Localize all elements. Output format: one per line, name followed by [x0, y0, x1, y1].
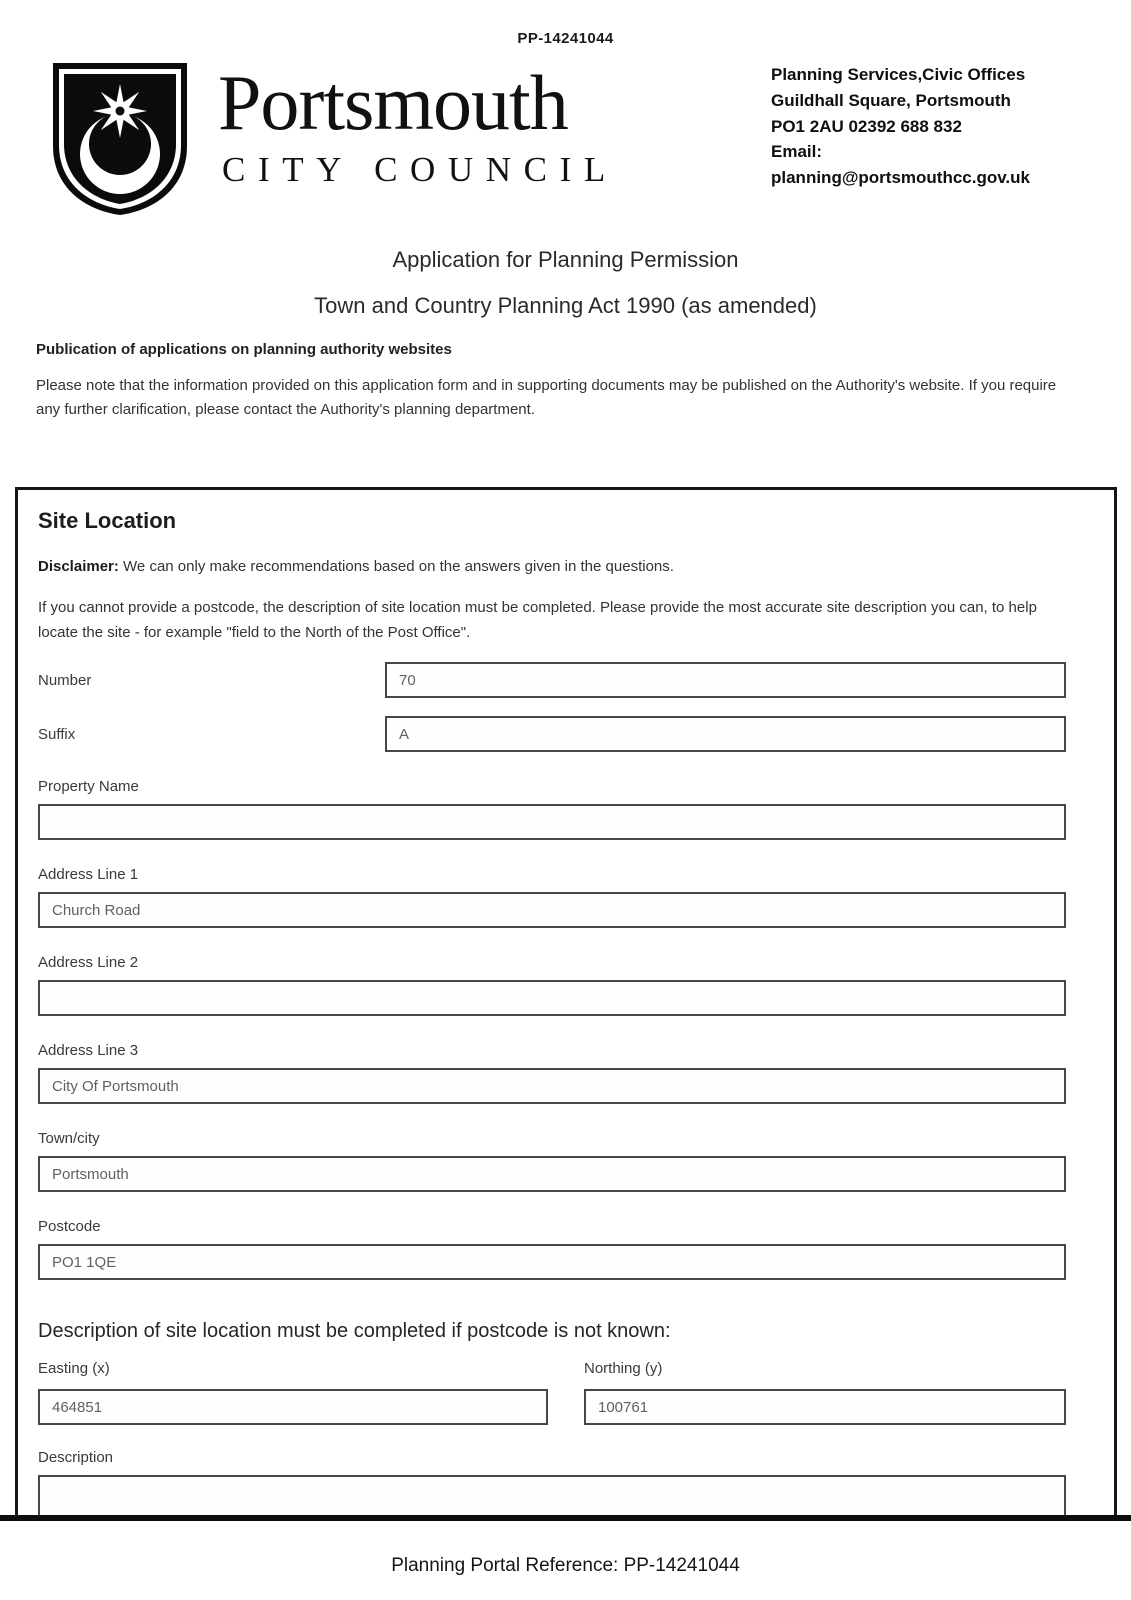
- field-easting: [38, 1360, 548, 1425]
- suffix-label: Suffix: [38, 726, 76, 744]
- council-name: Portsmouth: [218, 59, 568, 146]
- field-postcode: [38, 1218, 1066, 1280]
- council-subtitle: CITY COUNCIL: [222, 150, 618, 189]
- form-title: Application for Planning Permission: [392, 247, 739, 272]
- address-line-2-input[interactable]: [38, 980, 1066, 1016]
- page-break-divider: [0, 1515, 1131, 1521]
- easting-label: Easting (x): [38, 1360, 110, 1378]
- portsmouth-crest-icon: [50, 60, 190, 217]
- number-label: Number: [38, 672, 92, 690]
- description-label: Description: [38, 1449, 114, 1467]
- postcode-input[interactable]: [38, 1244, 1066, 1280]
- publication-heading: Publication of applications on planning authority websites: [36, 341, 452, 358]
- council-wordmark: [218, 59, 618, 190]
- form-reference-number: PP-14241044: [517, 30, 614, 47]
- contact-line-department: Planning Services,Civic Offices: [771, 65, 1026, 84]
- suffix-input[interactable]: [385, 716, 1066, 752]
- site-location-heading: Site Location: [38, 507, 177, 533]
- contact-line-email: Email: planning@portsmouthcc.gov.uk: [771, 142, 1030, 188]
- disclaimer-text: [38, 558, 1066, 575]
- postcode-instructions: If you cannot provide a postcode, the description of site location must be completed. Please provide the most accurate site description you can, to help locate the site - for example "field to the North of the Post Office".: [38, 598, 1037, 642]
- field-row-suffix: [38, 716, 1066, 752]
- contact-line-address: Guildhall Square, Portsmouth: [771, 90, 1011, 110]
- easting-input[interactable]: [38, 1389, 548, 1425]
- field-town-city: [38, 1130, 1066, 1192]
- property-name-label: Property Name: [38, 778, 139, 796]
- address-line-1-input[interactable]: [38, 892, 1066, 928]
- field-row-number: [38, 662, 1066, 698]
- field-northing: [584, 1360, 1066, 1425]
- site-location-section: [15, 487, 1117, 1516]
- property-name-input[interactable]: [38, 804, 1066, 840]
- field-address-line-3: [38, 1042, 1066, 1104]
- form-subtitle: Town and Country Planning Act 1990 (as amended): [314, 293, 817, 318]
- number-input[interactable]: [385, 662, 1066, 698]
- disclaimer-label: Disclaimer:: [38, 557, 119, 575]
- field-address-line-2: [38, 954, 1066, 1016]
- field-address-line-1: [38, 866, 1066, 928]
- planning-portal-reference-footer: Planning Portal Reference: PP-14241044: [391, 1555, 740, 1577]
- address-line-3-label: Address Line 3: [38, 1042, 139, 1060]
- address-line-3-input[interactable]: [38, 1068, 1066, 1104]
- address-line-1-label: Address Line 1: [38, 866, 139, 884]
- address-line-2-label: Address Line 2: [38, 954, 139, 972]
- town-city-label: Town/city: [38, 1130, 100, 1148]
- description-textarea[interactable]: [38, 1475, 1066, 1515]
- contact-line-phone: PO1 2AU 02392 688 832: [771, 116, 962, 136]
- town-city-input[interactable]: [38, 1156, 1066, 1192]
- northing-label: Northing (y): [584, 1360, 663, 1378]
- postcode-label: Postcode: [38, 1218, 101, 1236]
- header: [50, 60, 1081, 217]
- publication-text: Please note that the information provided on this application form and in supporting documents may be published on the Authority's website. If you require any further clarification, please contact the Authority's planning department.: [36, 377, 1057, 419]
- disclaimer-body: We can only make recommendations based on the answers given in the questions.: [123, 557, 674, 575]
- description-requirement-heading: Description of site location must be completed if postcode is not known:: [38, 1320, 671, 1343]
- northing-input[interactable]: [584, 1389, 1066, 1425]
- coordinates-row: [38, 1360, 1066, 1425]
- field-description: [38, 1449, 1066, 1515]
- contact-block: [771, 62, 1081, 191]
- field-property-name: [38, 778, 1066, 840]
